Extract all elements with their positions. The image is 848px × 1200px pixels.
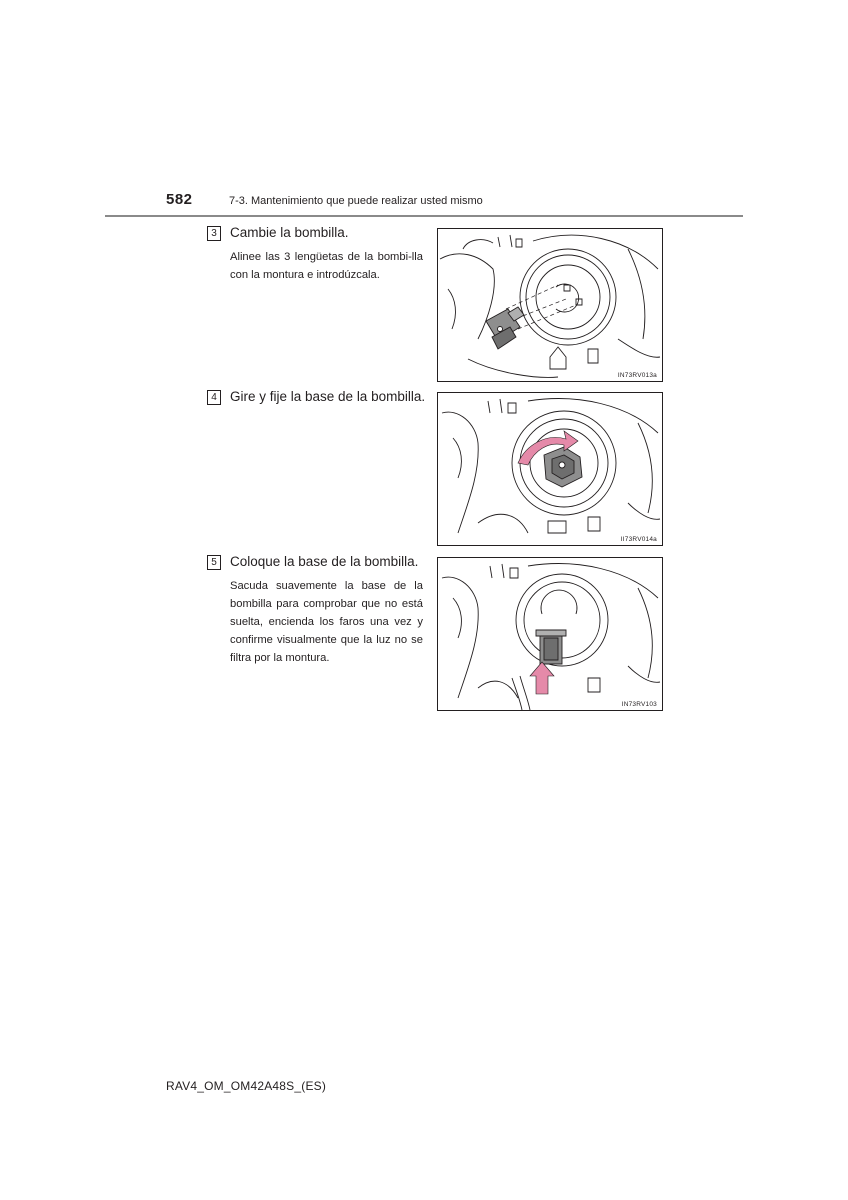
header-rule bbox=[105, 215, 743, 217]
page-number: 582 bbox=[166, 191, 193, 208]
figure-set-base bbox=[437, 557, 663, 711]
section-title: 7-3. Mantenimiento que puede realizar usted mismo bbox=[229, 195, 483, 207]
step-body: Alinee las 3 lengüetas de la bombi-lla con la montura e introdúzcala. bbox=[230, 251, 423, 281]
step-title: Gire y fije la base de la bombilla. bbox=[230, 389, 426, 404]
footer-manual-code: RAV4_OM_OM42A48S_(ES) bbox=[166, 1079, 327, 1093]
step-4 bbox=[207, 389, 426, 429]
figure-turn-base bbox=[437, 392, 663, 546]
step-title: Cambie la bombilla. bbox=[230, 225, 349, 240]
step-number-box: 3 bbox=[207, 226, 221, 241]
step-title: Coloque la base de la bombilla. bbox=[230, 554, 419, 569]
step-3 bbox=[207, 225, 422, 365]
step-number-box: 4 bbox=[207, 390, 221, 405]
bulb-base-set-illustration bbox=[438, 558, 662, 710]
figure-insert-bulb bbox=[437, 228, 663, 382]
step-number-box: 5 bbox=[207, 555, 221, 570]
headlight-bulb-insert-illustration bbox=[438, 229, 662, 381]
step-body: Sacuda suavemente la base de la bombilla para comprobar que no está suelta, encienda los faros una vez y confirme visualmente que la luz no se filtra por la montura. bbox=[230, 580, 423, 664]
bulb-base-turn-illustration bbox=[438, 393, 662, 545]
step-5 bbox=[207, 554, 422, 674]
figure-code: IN73RV013a bbox=[617, 372, 657, 379]
figure-code: IN73RV103 bbox=[621, 701, 657, 708]
figure-code: II73RV014a bbox=[620, 536, 657, 543]
push-up-arrow-icon bbox=[530, 662, 554, 694]
